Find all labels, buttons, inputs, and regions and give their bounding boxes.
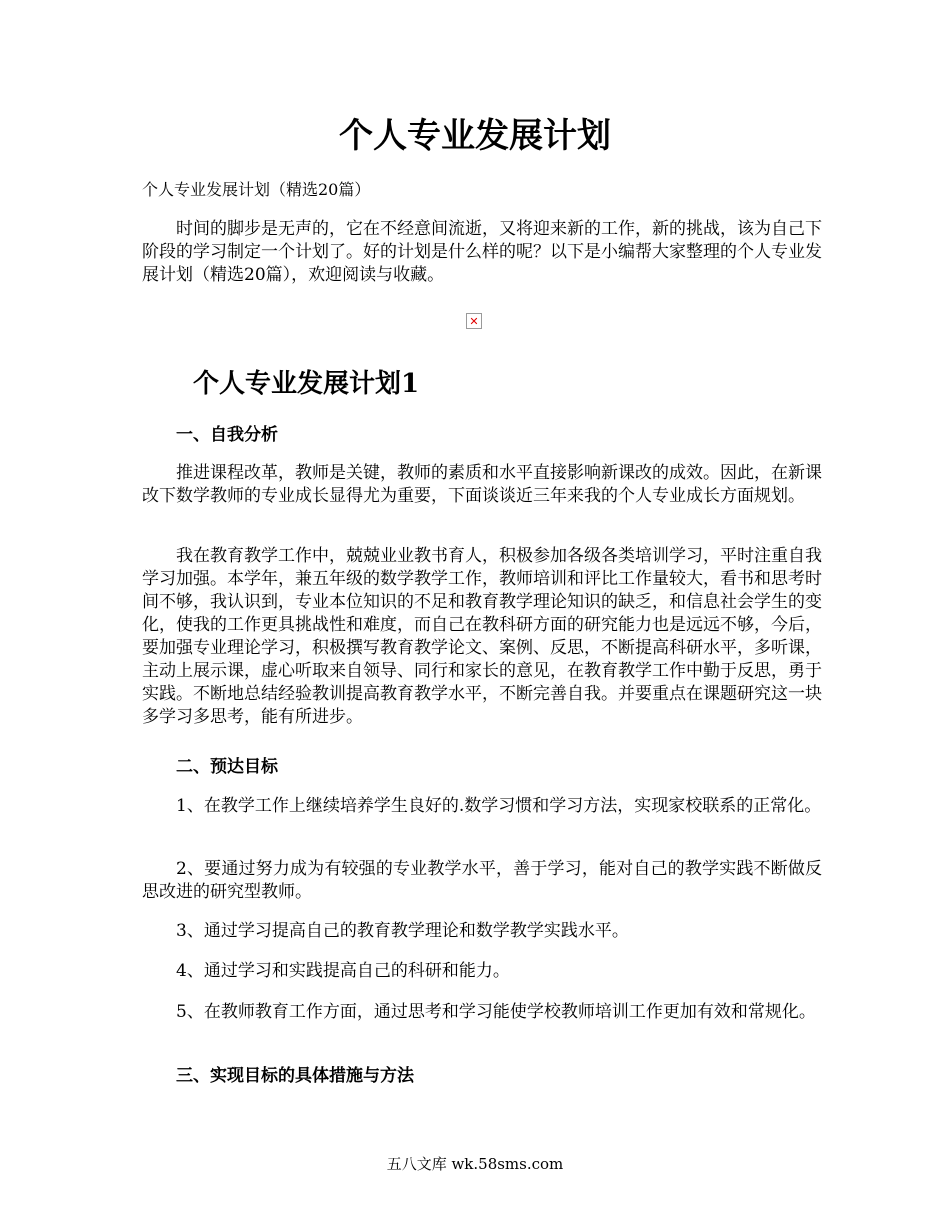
broken-image-icon <box>466 313 482 329</box>
goal-item-1: 1、在教学工作上继续培养学生良好的.数学习惯和学习方法，实现家校联系的正常化。 <box>176 796 822 816</box>
page-footer: 五八文库 wk.58sms.com <box>386 1155 564 1173</box>
image-placeholder-x-icon: ✕ <box>469 314 479 328</box>
heading-measures: 三、实现目标的具体措施与方法 <box>176 1066 414 1086</box>
goal-item-5: 5、在教师教育工作方面，通过思考和学习能使学校教师培训工作更加有效和常规化。 <box>176 1002 816 1022</box>
heading-self-analysis: 一、自我分析 <box>176 425 278 445</box>
document-title: 个人专业发展计划 <box>339 116 611 156</box>
section-title: 个人专业发展计划1 <box>193 369 420 399</box>
goal-item-2: 2、要通过努力成为有较强的专业教学水平，善于学习，能对自己的教学实践不断做反思改进的研究型教师。 <box>142 859 822 902</box>
paragraph-self-analysis-1: 推进课程改革，教师是关键，教师的素质和水平直接影响新课改的成效。因此，在新课改下数学教师的专业成长显得尤为重要，下面谈谈近三年来我的个人专业成长方面规划。 <box>142 463 822 506</box>
document-subtitle: 个人专业发展计划（精选20篇） <box>142 180 371 199</box>
paragraph-self-analysis-2: 我在教育教学工作中，兢兢业业教书育人，积极参加各级各类培训学习，平时注重自我学习加强。本学年，兼五年级的数学教学工作，教师培训和评比工作量较大，看书和思考时间不够，我认识到，专业本位知识的不足和教育教学理论知识的缺乏，和信息社会学生的变化，使我的工作更具挑战性和难度，而自己在教科研方面的研究能力也是远远不够，今后，要加强专业理论学习，积极撰写教育教学论文、案例、反思，不断提高科研水平，多听课，主动上展示课，虚心听取来自领导、同行和家长的意见，在教育教学工作中勤于反思，勇于实践。不断地总结经验教训提高教育教学水平，不断完善自我。并要重点在课题研究这一块多学习多思考，能有所进步。 <box>142 546 822 727</box>
goal-item-3: 3、通过学习提高自己的教育教学理论和数学教学实践水平。 <box>176 921 629 941</box>
heading-goals: 二、预达目标 <box>176 757 278 777</box>
goal-item-4: 4、通过学习和实践提高自己的科研和能力。 <box>176 961 510 981</box>
intro-paragraph: 时间的脚步是无声的，它在不经意间流逝，又将迎来新的工作，新的挑战，该为自己下阶段的学习制定一个计划了。好的计划是什么样的呢？以下是小编帮大家整理的个人专业发展计划（精选20篇），欢迎阅读与收藏。 <box>142 219 822 285</box>
